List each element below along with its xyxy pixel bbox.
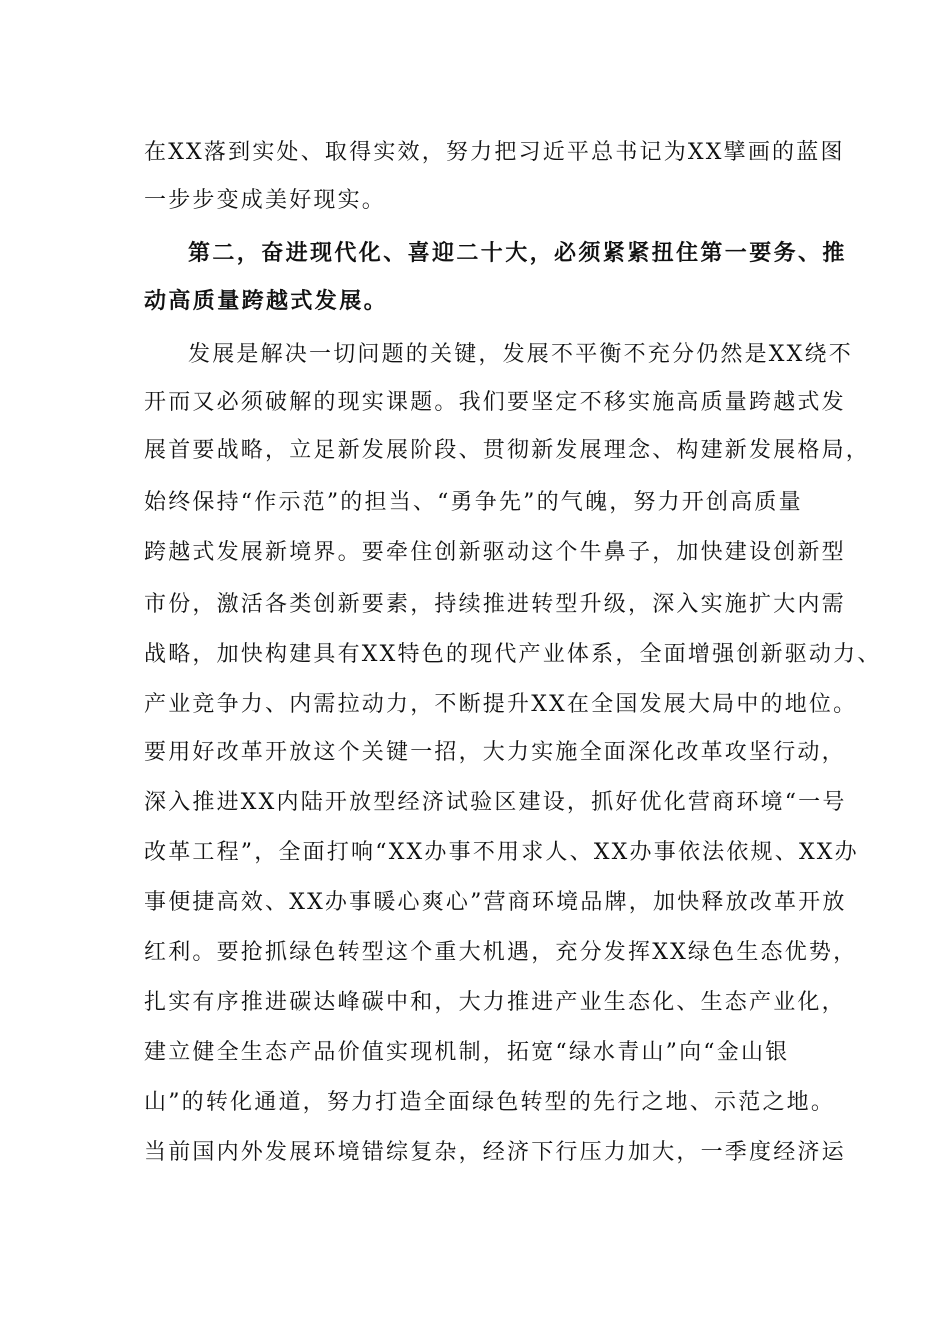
body-text-line: 展首要战略，立足新发展阶段、贯彻新发展理念、构建新发展格局，	[144, 438, 871, 463]
body-text-line: 跨越式发展新境界。要牵住创新驱动这个牛鼻子，加快建设创新型	[144, 540, 846, 565]
body-text-line: 当前国内外发展环境错综复杂，经济下行压力加大，一季度经济运	[144, 1140, 846, 1165]
body-text-line: 开而又必须破解的现实课题。我们要坚定不移实施高质量跨越式发	[144, 390, 846, 415]
body-text-line: 事便捷高效、XX办事暖心爽心”营商环境品牌，加快释放改革开放	[144, 890, 847, 915]
body-text-line: 扎实有序推进碳达峰碳中和，大力推进产业生态化、生态产业化，	[144, 990, 846, 1015]
body-text-line: 产业竞争力、内需拉动力，不断提升XX在全国发展大局中的地位。	[144, 692, 858, 717]
body-text-line: 战略，加快构建具有XX特色的现代产业体系，全面增强创新驱动力、	[144, 642, 882, 667]
section-heading-line: 第二，奋进现代化、喜迎二十大，必须紧紧扭住第一要务、推	[188, 240, 847, 266]
body-text-line: 市份，激活各类创新要素，持续推进转型升级，深入实施扩大内需	[144, 592, 846, 617]
body-text-line: 深入推进XX内陆开放型经济试验区建设，抓好优化营商环境“一号	[144, 790, 847, 815]
section-heading-line: 动高质量跨越式发展。	[144, 288, 389, 314]
body-text-line: 改革工程”，全面打响“XX办事不用求人、XX办事依法依规、XX办	[144, 840, 859, 865]
body-text-line: 始终保持“作示范”的担当、“勇争先”的气魄，努力开创高质量	[144, 490, 803, 515]
body-text-line: 一步步变成美好现实。	[144, 188, 387, 213]
body-text-line: 要用好改革开放这个关键一招，大力实施全面深化改革攻坚行动，	[144, 740, 846, 765]
body-text-line: 在XX落到实处、取得实效，努力把习近平总书记为XX擘画的蓝图	[144, 140, 845, 165]
body-text-line: 山”的转化通道，努力打造全面绿色转型的先行之地、示范之地。	[144, 1090, 836, 1115]
body-text-line: 红利。要抢抓绿色转型这个重大机遇，充分发挥XX绿色生态优势，	[144, 940, 858, 965]
body-text-line: 建立健全生态产品价值实现机制，拓宽“绿水青山”向“金山银	[144, 1040, 790, 1065]
body-text-line: 发展是解决一切问题的关键，发展不平衡不充分仍然是XX绕不	[188, 342, 853, 367]
